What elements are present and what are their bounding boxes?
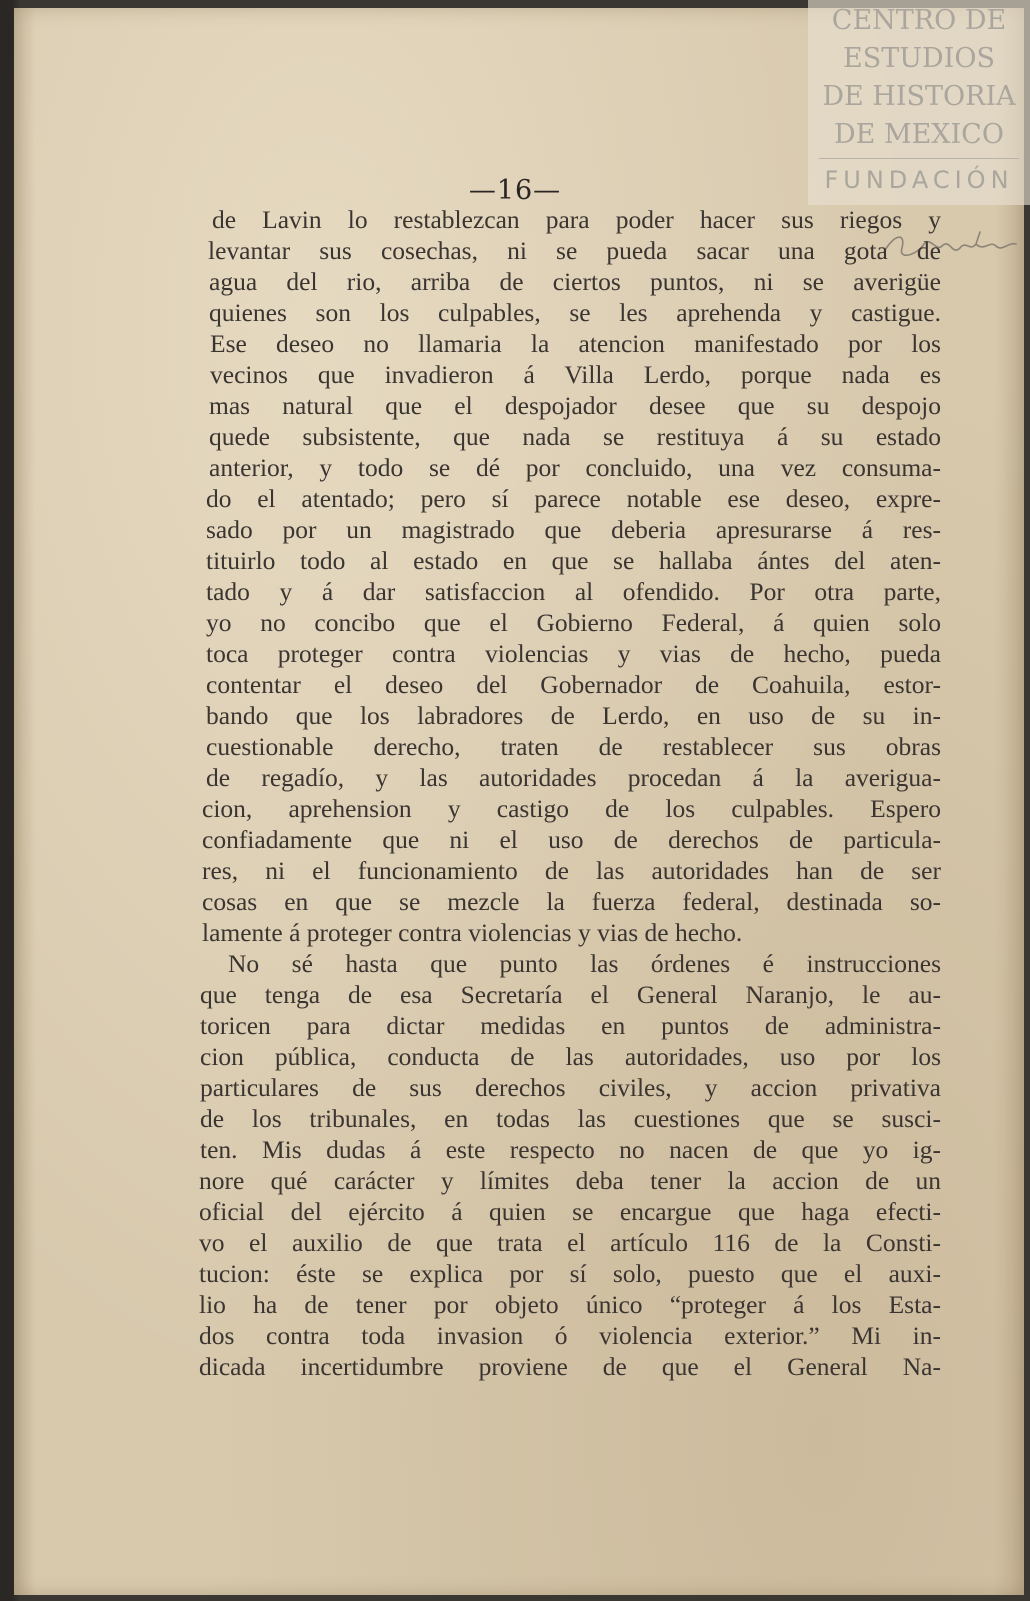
text-line: res, ni el funcionamiento de las autoridades han de ser [202, 856, 941, 885]
text-line: agua del rio, arriba de ciertos puntos, ni se averigüe [209, 267, 941, 296]
paragraph-start-line: No sé hasta que punto las órdenes é instrucciones [228, 949, 941, 978]
text-line: anterior, y todo se dé por concluido, una vez consuma- [209, 453, 941, 482]
text-line: mas natural que el despojador desee que su despojo [209, 391, 941, 420]
text-line: vecinos que invadieron á Villa Lerdo, porque nada es [210, 360, 941, 389]
text-line: sado por un magistrado que deberia apresurarse á res- [206, 515, 941, 544]
text-line: Ese deseo no llamaria la atencion manifestado por los [210, 329, 941, 358]
stamp-line: DE MEXICO [834, 119, 1004, 150]
text-line: nore qué carácter y límites deba tener la accion de un [199, 1166, 941, 1195]
text-line: do el atentado; pero sí parece notable ese deseo, expre- [206, 484, 941, 513]
text-line: de regadío, y las autoridades procedan á la averigua- [206, 763, 941, 792]
text-line: vo el auxilio de que trata el artículo 116 de la Consti- [199, 1228, 941, 1257]
text-line: bando que los labradores de Lerdo, en uso de su in- [206, 701, 941, 730]
text-line: quede subsistente, que nada se restituya á su estado [209, 422, 941, 451]
text-line: contentar el deseo del Gobernador de Coahuila, estor- [206, 670, 941, 699]
text-line: dicada incertidumbre proviene de que el General Na- [199, 1352, 941, 1381]
stamp-line: ESTUDIOS [843, 43, 995, 74]
text-line: que tenga de esa Secretaría el General Naranjo, le au- [200, 980, 941, 1009]
text-line: cuestionable derecho, traten de restablecer sus obras [206, 732, 941, 761]
text-line: cion, aprehension y castigo de los culpables. Espero [202, 794, 941, 823]
text-line: quienes son los culpables, se les aprehenda y castigue. [209, 298, 941, 327]
paragraph-end-line: lamente á proteger contra violencias y vias de hecho. [202, 918, 743, 947]
text-line: tado y á dar satisfaccion al ofendido. Por otra parte, [206, 577, 941, 606]
text-line: lio ha de tener por objeto único “proteger á los Esta- [199, 1290, 941, 1319]
text-line: particulares de sus derechos civiles, y accion privativa [200, 1073, 941, 1102]
text-line: dos contra toda invasion ó violencia exterior.” Mi in- [199, 1321, 941, 1350]
page-number: —16— [468, 175, 562, 206]
text-line: levantar sus cosechas, ni se pueda sacar una gota de [208, 236, 941, 265]
text-line: oficial del ejército á quien se encargue que haga efecti- [199, 1197, 941, 1226]
text-line: tucion: éste se explica por sí solo, puesto que el auxi- [199, 1259, 941, 1288]
stamp-line: CENTRO DE [831, 5, 1007, 36]
text-line: toricen para dictar medidas en puntos de administra- [200, 1011, 941, 1040]
text-line: de los tribunales, en todas las cuestiones que se susci- [200, 1104, 941, 1133]
text-line: de Lavin lo restablezcan para poder hacer sus riegos y [212, 205, 941, 234]
text-line: yo no concibo que el Gobierno Federal, á quien solo [206, 608, 941, 637]
text-line: tituirlo todo al estado en que se hallaba ántes del aten- [206, 546, 941, 575]
page-body-text [199, 204, 941, 1382]
text-line: ten. Mis dudas á este respecto no nacen de que yo ig- [200, 1135, 941, 1164]
text-line: confiadamente que ni el uso de derechos de particula- [202, 825, 941, 854]
text-line: toca proteger contra violencias y vias de hecho, pueda [206, 639, 941, 668]
text-line: cosas en que se mezcle la fuerza federal, destinada so- [202, 887, 941, 916]
stamp-foundation-label: FUNDACIÓN [824, 166, 1014, 194]
stamp-divider [819, 158, 1019, 159]
text-line: cion pública, conducta de las autoridades, uso por los [200, 1042, 941, 1071]
stamp-line: DE HISTORIA [822, 81, 1016, 112]
